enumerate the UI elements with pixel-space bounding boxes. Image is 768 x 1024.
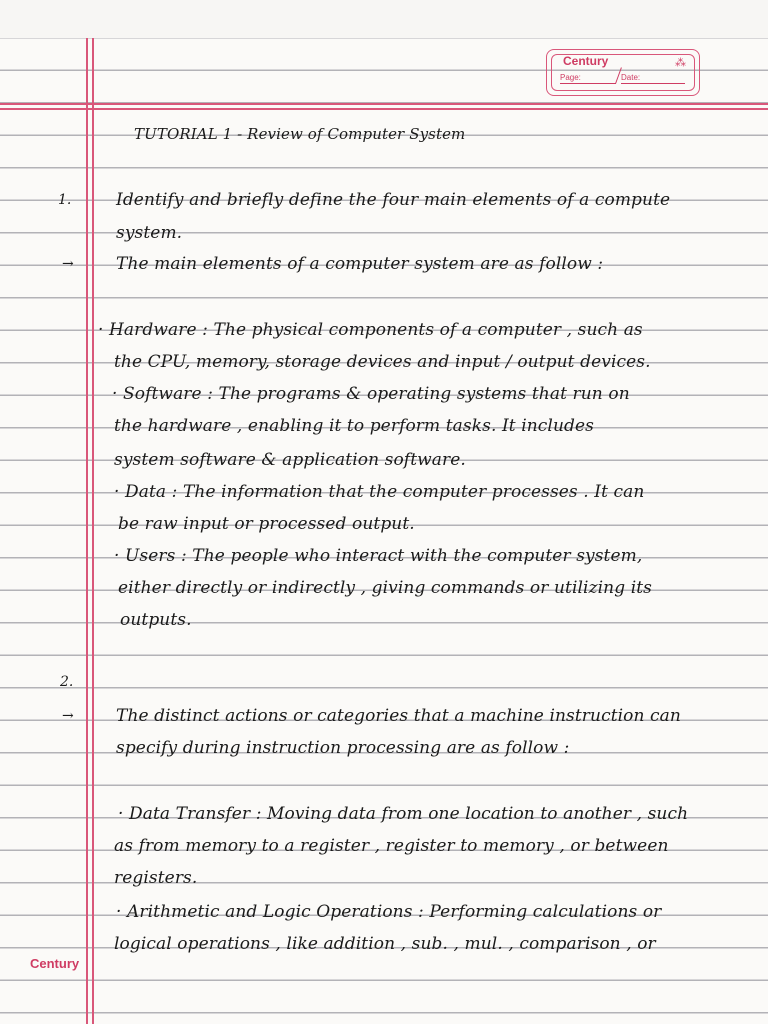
text-line: system. <box>116 223 183 243</box>
text-line: · Arithmetic and Logic Operations : Performing calculations or <box>116 902 662 922</box>
text-line: · Data Transfer : Moving data from one location to another , such <box>118 804 689 824</box>
text-line: · Users : The people who interact with the computer system, <box>114 546 643 566</box>
page-date-box <box>546 49 700 96</box>
brand-name: Century <box>563 54 609 68</box>
date-field-line <box>621 83 685 84</box>
footer-brand-name: Century <box>30 956 80 971</box>
text-line: The main elements of a computer system are as follow : <box>116 254 604 274</box>
question-number-2: 2. <box>60 674 74 690</box>
text-line: · Software : The programs & operating systems that run on <box>112 384 630 404</box>
text-line: specify during instruction processing are as follow : <box>116 738 570 758</box>
margin-line-right <box>92 38 94 1024</box>
text-line: the hardware , enabling it to perform tasks. It includes <box>114 416 594 436</box>
answer-arrow-2: → <box>62 708 74 724</box>
text-line: outputs. <box>120 610 192 630</box>
question-number-1: 1. <box>58 192 72 208</box>
text-line: as from memory to a register , register to memory , or between <box>114 836 669 856</box>
page-field-line <box>560 83 616 84</box>
answer-arrow-1: → <box>62 256 74 272</box>
margin-line-left <box>86 38 88 1024</box>
page-top-edge <box>0 0 768 38</box>
text-line: the CPU, memory, storage devices and input / output devices. <box>114 352 651 372</box>
text-line: system software & application software. <box>114 450 466 470</box>
text-line: registers. <box>114 868 198 888</box>
header-rule-bottom <box>0 108 768 110</box>
date-field-label: Date: <box>621 73 641 82</box>
text-line: either directly or indirectly , giving commands or utilizing its <box>118 578 652 598</box>
text-line: be raw input or processed output. <box>118 514 415 534</box>
text-line: · Data : The information that the computer processes . It can <box>114 482 645 502</box>
text-line: · Hardware : The physical components of a computer , such as <box>98 320 643 340</box>
page-title: TUTORIAL 1 - Review of Computer System <box>134 125 466 143</box>
text-line: Identify and briefly define the four main elements of a compute <box>116 190 671 210</box>
text-line: The distinct actions or categories that a machine instruction can <box>116 706 681 726</box>
page-field-label: Page: <box>560 73 581 82</box>
header-rule-top <box>0 103 768 105</box>
text-line: logical operations , like addition , sub. , mul. , comparison , or <box>114 934 656 954</box>
sparkle-icon: ⁂ <box>675 56 686 69</box>
